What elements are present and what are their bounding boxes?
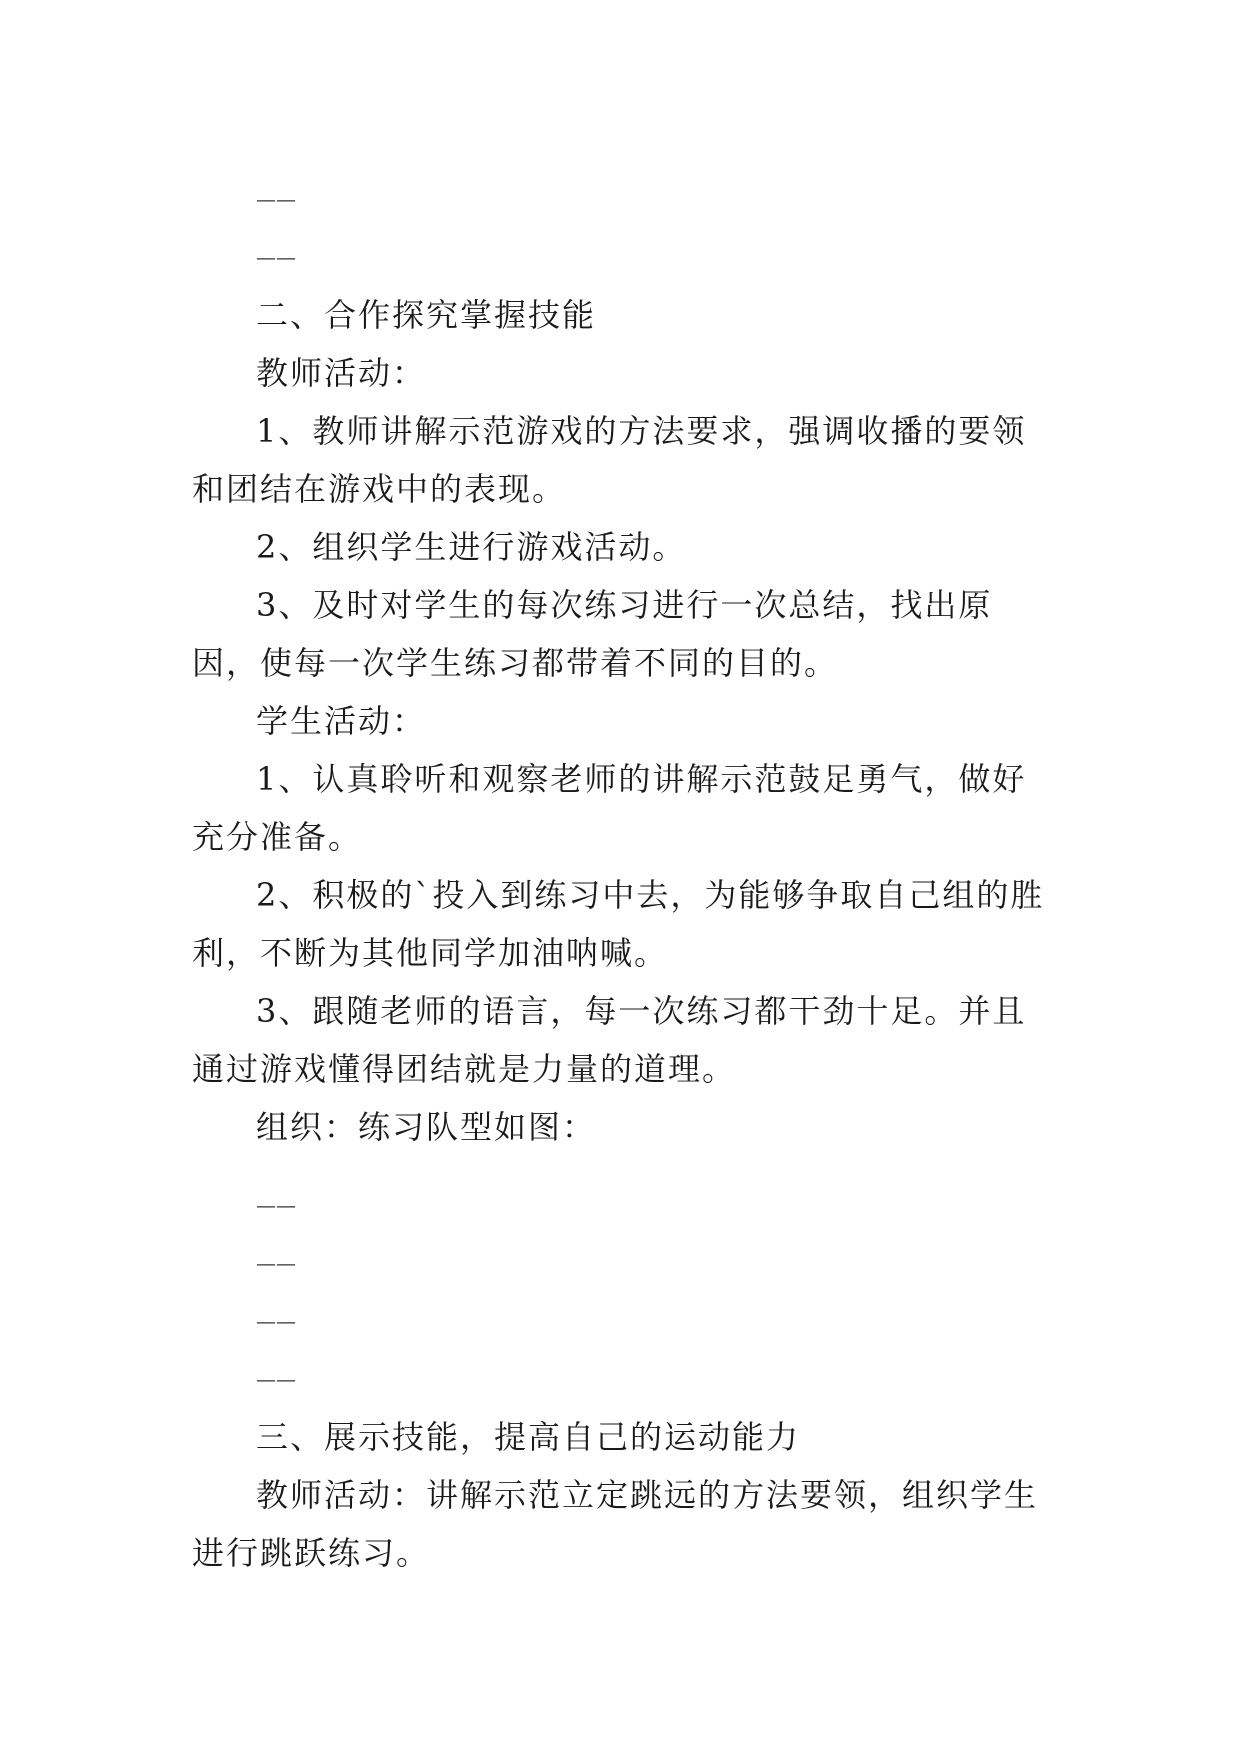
dash-placeholder: —— (256, 1309, 296, 1333)
student-activity-heading: 学生活动： (256, 702, 427, 740)
section-heading-2: 二、合作探究掌握技能 (256, 296, 597, 334)
student-activity-item-3: 3、跟随老师的语言，每一次练习都干劲十足。并且通过游戏懂得团结就是力量的道理。 (192, 992, 1027, 1088)
teacher-activity-item-2: 2、组织学生进行游戏活动。 (256, 528, 687, 566)
student-activity-item-2: 2、积极的`投入到练习中去，为能够争取自己组的胜利，不断为其他同学加油呐喊。 (192, 876, 1045, 972)
dash-placeholder: —— (256, 1193, 296, 1217)
teacher-activity-item-3: 3、及时对学生的每次练习进行一次总结，找出原因，使每一次学生练习都带着不同的目的。 (192, 586, 993, 682)
dash-placeholder: —— (256, 1251, 296, 1275)
student-activity-item-1: 1、认真聆听和观察老师的讲解示范鼓足勇气，做好充分准备。 (192, 760, 1027, 856)
dash-placeholder: —— (256, 187, 296, 211)
organization-line: 组织：练习队型如图： (256, 1108, 597, 1146)
spacer (192, 1156, 1052, 1176)
teacher-activity-jump: 教师活动：讲解示范立定跳远的方法要领，组织学生进行跳跃练习。 (192, 1476, 1039, 1572)
dash-placeholder: —— (256, 1367, 296, 1391)
document-body (192, 170, 1052, 1582)
teacher-activity-heading: 教师活动： (256, 354, 427, 392)
dash-placeholder: —— (256, 245, 296, 269)
section-heading-3: 三、展示技能，提高自己的运动能力 (256, 1418, 801, 1456)
teacher-activity-item-1: 1、教师讲解示范游戏的方法要求，强调收播的要领和团结在游戏中的表现。 (192, 412, 1027, 508)
